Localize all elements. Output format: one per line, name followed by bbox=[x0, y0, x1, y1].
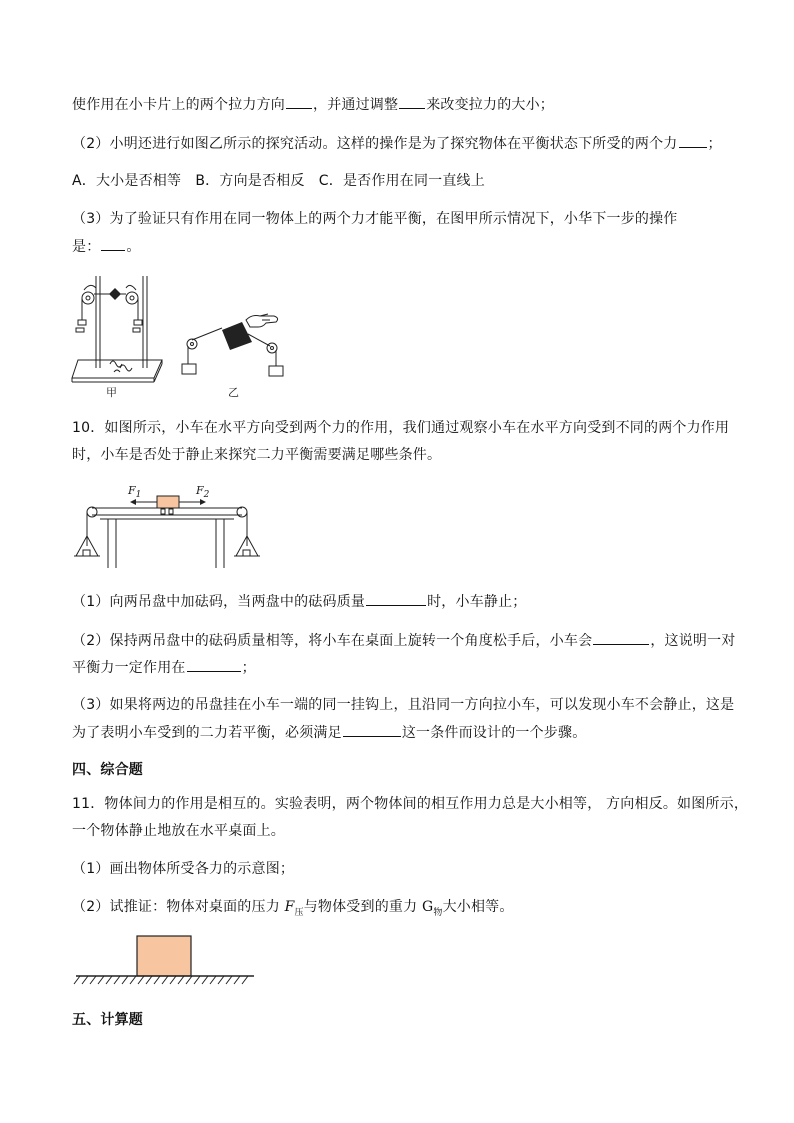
q9-options: A．大小是否相等 B．方向是否相反 C．是否作用在同一直线上 bbox=[72, 173, 485, 189]
q10-figure bbox=[70, 478, 270, 572]
card-yi bbox=[222, 322, 252, 350]
q9-part2 bbox=[72, 133, 722, 154]
label-f2: $F_2$ bbox=[196, 484, 210, 500]
q10-text: ； bbox=[241, 660, 256, 676]
card-jia bbox=[109, 288, 121, 300]
q10-part2-line2 bbox=[72, 657, 256, 678]
figure-label-yi: 乙 bbox=[228, 386, 239, 399]
answer-blank[interactable] bbox=[593, 630, 649, 645]
q10-text: 平衡力一定作用在 bbox=[72, 660, 186, 676]
q11-intro-line2: 一个物体静止地放在水平桌面上。 bbox=[72, 823, 285, 839]
answer-blank[interactable] bbox=[187, 657, 241, 672]
answer-blank[interactable] bbox=[399, 94, 425, 109]
symbol-f-sub: 压 bbox=[294, 907, 304, 918]
q10-intro-line2: 时，小车是否处于静止来探究二力平衡需要满足哪些条件。 bbox=[72, 447, 442, 463]
q11-text: 与物体受到的重力 bbox=[303, 899, 418, 915]
q9-text: 来改变拉力的大小； bbox=[426, 97, 555, 113]
table-apparatus bbox=[74, 507, 260, 568]
toy-car bbox=[157, 496, 179, 508]
q9-text: 。 bbox=[126, 239, 141, 255]
symbol-g: G bbox=[421, 899, 434, 915]
q10-text: 为了表明小车受到的二力若平衡，必须满足 bbox=[72, 725, 342, 741]
q10-part1 bbox=[72, 591, 527, 612]
answer-blank[interactable] bbox=[366, 591, 426, 606]
answer-blank[interactable] bbox=[679, 133, 707, 148]
q10-intro-line1: 10．如图所示，小车在水平方向受到两个力的作用，我们通过观察小车在水平方向受到不同的两个力作用 bbox=[72, 420, 730, 436]
q11-text: 大小相等。 bbox=[442, 899, 514, 915]
q9-text: 是： bbox=[72, 239, 101, 255]
q10-text: 这一条件而设计的一个步骤。 bbox=[401, 725, 587, 741]
symbol-f: F bbox=[284, 899, 295, 915]
q11-figure bbox=[72, 930, 262, 990]
q9-text: ； bbox=[707, 136, 722, 152]
q9-continuation-line bbox=[72, 94, 554, 115]
q9-part3-line1: （3）为了验证只有作用在同一物体上的两个力才能平衡，在图甲所示情况下，小华下一步的操作 bbox=[72, 211, 678, 227]
q11-part1: （1）画出物体所受各力的示意图； bbox=[72, 861, 295, 877]
q10-part2-line1 bbox=[72, 630, 736, 651]
q11-part2 bbox=[72, 897, 514, 923]
label-f1: $F_1$ bbox=[128, 484, 142, 500]
figure-label-jia: 甲 bbox=[106, 386, 117, 399]
q10-part3-line2 bbox=[72, 722, 586, 743]
q9-part2-text: （2）小明还进行如图乙所示的探究活动。这样的操作是为了探究物体在平衡状态下所受的两个力 bbox=[72, 136, 678, 152]
section-5-title: 五、计算题 bbox=[72, 1012, 143, 1028]
answer-blank[interactable] bbox=[286, 94, 312, 109]
q10-text: 时，小车静止； bbox=[427, 594, 527, 610]
q11-text: （2）试推证：物体对桌面的压力 bbox=[72, 899, 280, 915]
q9-text: ，并通过调整 bbox=[313, 97, 399, 113]
answer-blank[interactable] bbox=[101, 236, 125, 251]
q10-text: （1）向两吊盘中加砝码，当两盘中的砝码质量 bbox=[72, 594, 366, 610]
section-4-title: 四、综合题 bbox=[72, 762, 143, 778]
q11-intro-line1: 11．物体间力的作用是相互的。实验表明，两个物体间的相互作用力总是大小相等， 方向相反。如图所示， bbox=[72, 796, 749, 812]
block-on-table bbox=[137, 936, 191, 976]
q10-text: （2）保持两吊盘中的砝码质量相等，将小车在桌面上旋转一个角度松手后，小车会 bbox=[72, 633, 593, 649]
q9-text: 使作用在小卡片上的两个拉力方向 bbox=[72, 97, 285, 113]
symbol-g-sub: 物 bbox=[433, 907, 443, 918]
q10-text: ，这说明一对 bbox=[650, 633, 736, 649]
q10-part3-line1: （3）如果将两边的吊盘挂在小车一端的同一挂钩上，且沿同一方向拉小车，可以发现小车不会静止，这是 bbox=[72, 697, 735, 713]
table-hatching bbox=[74, 976, 248, 984]
answer-blank[interactable] bbox=[343, 722, 401, 737]
q9-part3-line2 bbox=[72, 236, 141, 257]
q9-figure bbox=[70, 268, 300, 403]
